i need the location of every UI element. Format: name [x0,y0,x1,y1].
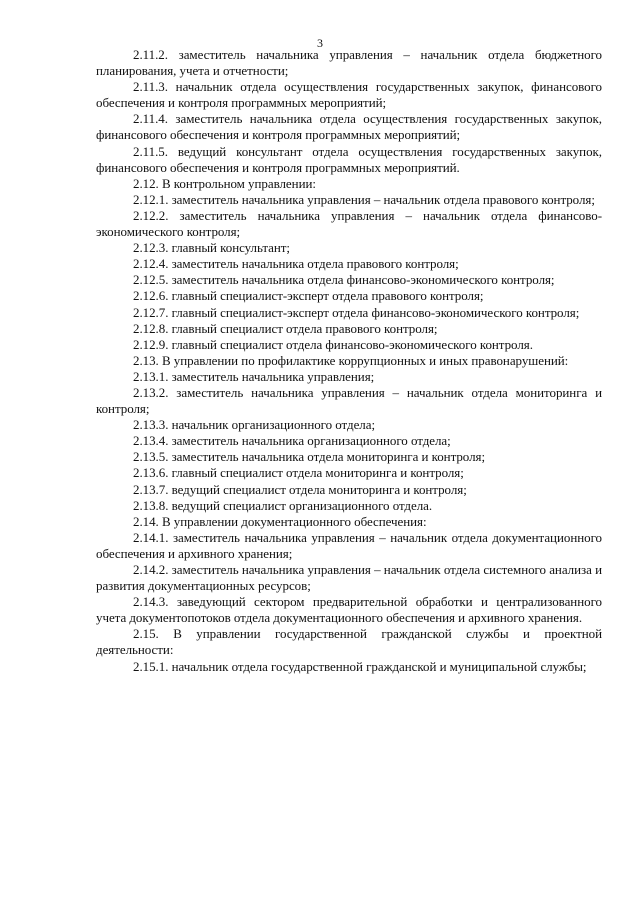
list-item: 2.11.2. заместитель начальника управления – начальник отдела бюджетного планирования, учета и отчетности; [96,47,602,79]
list-item: 2.13.5. заместитель начальника отдела мониторинга и контроля; [133,449,486,465]
list-item: 2.12.2. заместитель начальника управления – начальник отдела финансово-экономического контроля; [96,207,602,240]
section-heading: 2.13. В управлении по профилактике коррупционных и иных правонарушений: [133,352,569,368]
list-item: 2.13.1. заместитель начальника управления; [133,368,375,384]
section-heading: 2.14. В управлении документационного обеспечения: [133,513,427,529]
page-number: 3 [317,36,323,50]
section-heading: 2.15. В управлении государственной гражданской службы и проектной деятельности: [96,626,602,658]
list-item: 2.15.1. начальник отдела государственной гражданской и муниципальной службы; [133,658,587,674]
list-item: 2.14.2. заместитель начальника управления – начальник отдела системного анализа и развития документационных ресурсов; [96,562,602,594]
section-heading: 2.12. В контрольном управлении: [133,175,316,191]
list-item: 2.13.4. заместитель начальника организационного отдела; [133,433,451,449]
list-item: 2.12.5. заместитель начальника отдела финансово-экономического контроля; [133,272,555,288]
list-item: 2.13.7. ведущий специалист отдела мониторинга и контроля; [133,481,467,497]
list-item: 2.12.6. главный специалист-эксперт отдела правового контроля; [133,288,484,304]
list-item: 2.11.5. ведущий консультант отдела осуществления государственных закупок, финансового обеспечения и контроля программных мероприятий. [96,143,602,175]
list-item: 2.12.8. главный специалист отдела правового контроля; [133,320,438,336]
list-item: 2.11.4. заместитель начальника отдела осуществления государственных закупок, финансового обеспечения и контроля программных мероприятий; [96,111,602,143]
list-item: 2.12.4. заместитель начальника отдела правового контроля; [133,256,459,272]
list-item: 2.11.3. начальник отдела осуществления государственных закупок, финансового обеспечения и контроля программных мероприятий; [96,79,602,111]
list-item: 2.13.2. заместитель начальника управления – начальник отдела мониторинга и контроля; [96,384,602,417]
list-item: 2.13.8. ведущий специалист организационного отдела. [133,497,433,513]
list-item: 2.14.3. заведующий сектором предварительной обработки и централизованного учета документопотоков отдела документационного обеспечения и архивного хранения. [96,594,602,626]
list-item: 2.12.7. главный специалист-эксперт отдела финансово-экономического контроля; [133,304,580,320]
list-item: 2.12.3. главный консультант; [133,240,290,256]
list-item: 2.13.6. главный специалист отдела мониторинга и контроля; [133,465,464,481]
list-item: 2.12.9. главный специалист отдела финансово-экономического контроля. [133,336,533,352]
document-body [96,47,602,675]
list-item: 2.13.3. начальник организационного отдела; [133,417,376,433]
list-item: 2.12.1. заместитель начальника управления – начальник отдела правового контроля; [133,191,595,207]
list-item: 2.14.1. заместитель начальника управления – начальник отдела документационного обеспечения и архивного хранения; [96,529,602,561]
